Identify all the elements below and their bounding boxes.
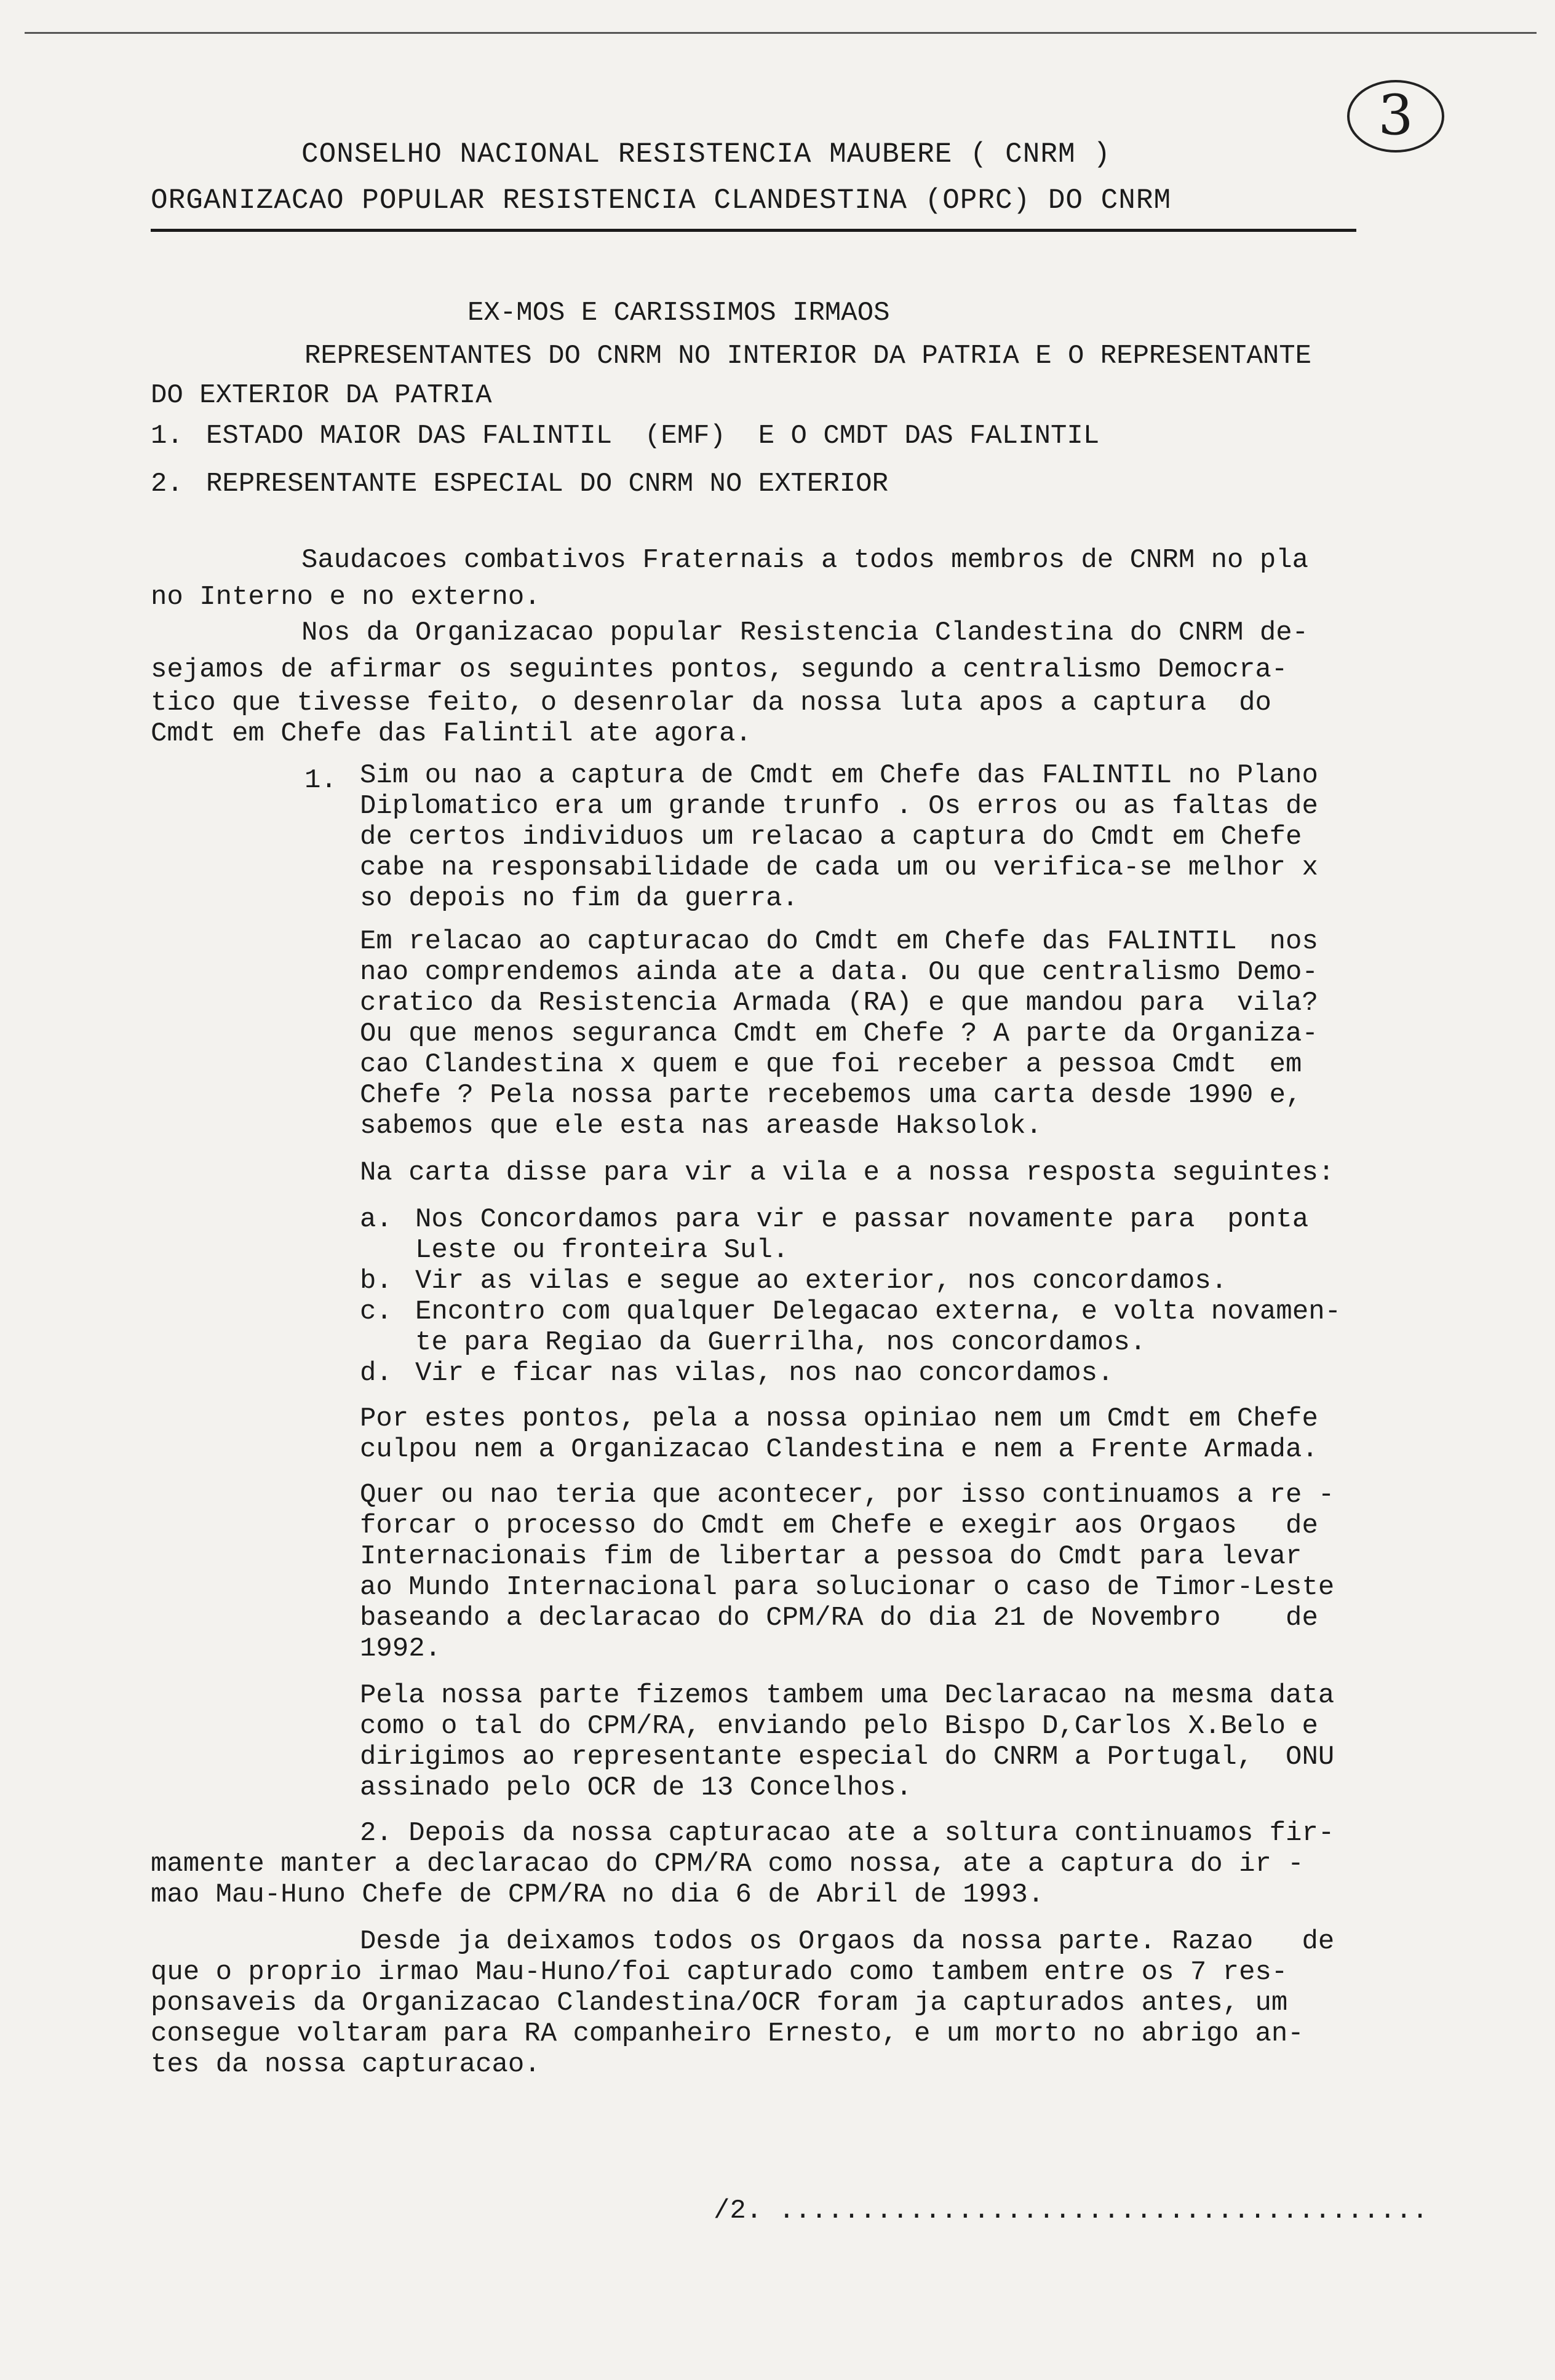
- para-points-line-1: Por estes pontos, pela a nossa opiniao nem um Cmdt em Chefe: [360, 1403, 1318, 1434]
- point-2-line-3: mao Mau-Huno Chefe de CPM/RA no dia 6 de Abril de 1993.: [151, 1879, 1044, 1910]
- option-b-line-1: Vir as vilas e segue ao exterior, nos concordamos.: [415, 1266, 1228, 1296]
- para-since-line-1: Desde ja deixamos todos os Orgaos da nossa parte. Razao de: [360, 1926, 1335, 1957]
- point-1-line-1: Sim ou nao a captura de Cmdt em Chefe das FALINTIL no Plano: [360, 760, 1318, 791]
- para-process-line-6: 1992.: [360, 1633, 442, 1664]
- point-1-line-4: cabe na responsabilidade de cada um ou verifica-se melhor x: [360, 852, 1318, 883]
- intro-line-1: Saudacoes combativos Fraternais a todos membros de CNRM no pla: [301, 545, 1309, 576]
- para-points-line-2: culpou nem a Organizacao Clandestina e nem a Frente Armada.: [360, 1434, 1318, 1465]
- recipient-number: 2.: [151, 469, 183, 499]
- para-declaration-line-4: assinado pelo OCR de 13 Concelhos.: [360, 1772, 912, 1803]
- option-d-line-1: Vir e ficar nas vilas, nos nao concordamos.: [415, 1358, 1114, 1389]
- para-capture-line-7: sabemos que ele esta nas areasde Haksolok.: [360, 1111, 1042, 1141]
- para-capture-line-1: Em relacao ao capturacao do Cmdt em Chefe das FALINTIL nos: [360, 926, 1318, 957]
- salutation: EX-MOS E CARISSIMOS IRMAOS: [467, 298, 890, 328]
- para-we-line-2: sejamos de afirmar os seguintes pontos, segundo a centralismo Democra-: [151, 654, 1288, 685]
- intro-line-2: no Interno e no externo.: [151, 582, 541, 613]
- recipient-text: ESTADO MAIOR DAS FALINTIL (EMF) E O CMDT DAS FALINTIL: [206, 421, 1100, 451]
- para-since-line-5: tes da nossa capturacao.: [151, 2049, 541, 2080]
- option-c-line-1: Encontro com qualquer Delegacao externa, e volta novamen-: [415, 1296, 1342, 1327]
- recipient-number: 1.: [151, 421, 183, 451]
- para-process-line-1: Quer ou nao teria que acontecer, por isso continuamos a re -: [360, 1480, 1335, 1510]
- page-continuation-footer: /2. ........................................: [714, 2196, 1428, 2226]
- header-line-1: CONSELHO NACIONAL RESISTENCIA MAUBERE ( CNRM ): [301, 138, 1111, 170]
- para-since-line-3: ponsaveis da Organizacao Clandestina/OCR foram ja capturados antes, um: [151, 1988, 1288, 2018]
- point-2-line-2: mamente manter a declaracao do CPM/RA como nossa, ate a captura do ir -: [151, 1849, 1304, 1879]
- header-line-2: ORGANIZACAO POPULAR RESISTENCIA CLANDESTINA (OPRC) DO CNRM: [151, 184, 1172, 216]
- option-a-line-1: Nos Concordamos para vir e passar novamente para ponta: [415, 1204, 1309, 1235]
- para-process-line-4: ao Mundo Internacional para solucionar o caso de Timor-Leste: [360, 1572, 1335, 1603]
- scan-top-edge-line: [25, 32, 1537, 34]
- recipient-text: REPRESENTANTE ESPECIAL DO CNRM NO EXTERIOR: [206, 469, 888, 499]
- para-declaration-line-1: Pela nossa parte fizemos tambem uma Declaracao na mesma data: [360, 1680, 1335, 1711]
- point-1-line-5: so depois no fim da guerra.: [360, 883, 798, 914]
- page-number: 3: [1347, 80, 1444, 153]
- option-c-letter: c.: [360, 1296, 392, 1327]
- para-process-line-5: baseando a declaracao do CPM/RA do dia 21 de Novembro de: [360, 1603, 1318, 1633]
- option-b-letter: b.: [360, 1266, 392, 1296]
- addressee-line-2: DO EXTERIOR DA PATRIA: [151, 380, 492, 411]
- para-capture-line-6: Chefe ? Pela nossa parte recebemos uma carta desde 1990 e,: [360, 1080, 1302, 1111]
- para-capture-line-2: nao comprendemos ainda ate a data. Ou que centralismo Demo-: [360, 957, 1318, 988]
- para-we-line-1: Nos da Organizacao popular Resistencia Clandestina do CNRM de-: [301, 617, 1309, 648]
- para-capture-line-4: Ou que menos seguranca Cmdt em Chefe ? A parte da Organiza-: [360, 1018, 1318, 1049]
- point-1-line-2: Diplomatico era um grande trunfo . Os erros ou as faltas de: [360, 791, 1318, 822]
- para-process-line-2: forcar o processo do Cmdt em Chefe e exegir aos Orgaos de: [360, 1510, 1318, 1541]
- option-a-line-2: Leste ou fronteira Sul.: [415, 1235, 789, 1266]
- letter-said-line: Na carta disse para vir a vila e a nossa resposta seguintes:: [360, 1157, 1335, 1188]
- para-since-line-4: consegue voltaram para RA companheiro Ernesto, e um morto no abrigo an-: [151, 2018, 1304, 2049]
- para-capture-line-5: cao Clandestina x quem e que foi receber a pessoa Cmdt em: [360, 1049, 1302, 1080]
- option-a-letter: a.: [360, 1204, 392, 1235]
- addressee-line-1: REPRESENTANTES DO CNRM NO INTERIOR DA PATRIA E O REPRESENTANTE: [304, 341, 1312, 371]
- para-we-line-3: tico que tivesse feito, o desenrolar da nossa luta apos a captura do: [151, 688, 1271, 718]
- point-2-line-1: 2. Depois da nossa capturacao ate a soltura continuamos fir-: [360, 1818, 1335, 1849]
- header-underline: [151, 229, 1356, 232]
- para-declaration-line-2: como o tal do CPM/RA, enviando pelo Bispo D,Carlos X.Belo e: [360, 1711, 1318, 1742]
- para-process-line-3: Internacionais fim de libertar a pessoa do Cmdt para levar: [360, 1541, 1302, 1572]
- para-since-line-2: que o proprio irmao Mau-Huno/foi capturado como tambem entre os 7 res-: [151, 1957, 1288, 1988]
- point-1-line-3: de certos individuos um relacao a captura do Cmdt em Chefe: [360, 822, 1302, 852]
- para-capture-line-3: cratico da Resistencia Armada (RA) e que mandou para vila?: [360, 988, 1318, 1018]
- option-d-letter: d.: [360, 1358, 392, 1389]
- point-1-number: 1.: [304, 765, 337, 796]
- para-declaration-line-3: dirigimos ao representante especial do CNRM a Portugal, ONU: [360, 1742, 1335, 1772]
- para-we-line-4: Cmdt em Chefe das Falintil ate agora.: [151, 718, 752, 749]
- option-c-line-2: te para Regiao da Guerrilha, nos concordamos.: [415, 1327, 1147, 1358]
